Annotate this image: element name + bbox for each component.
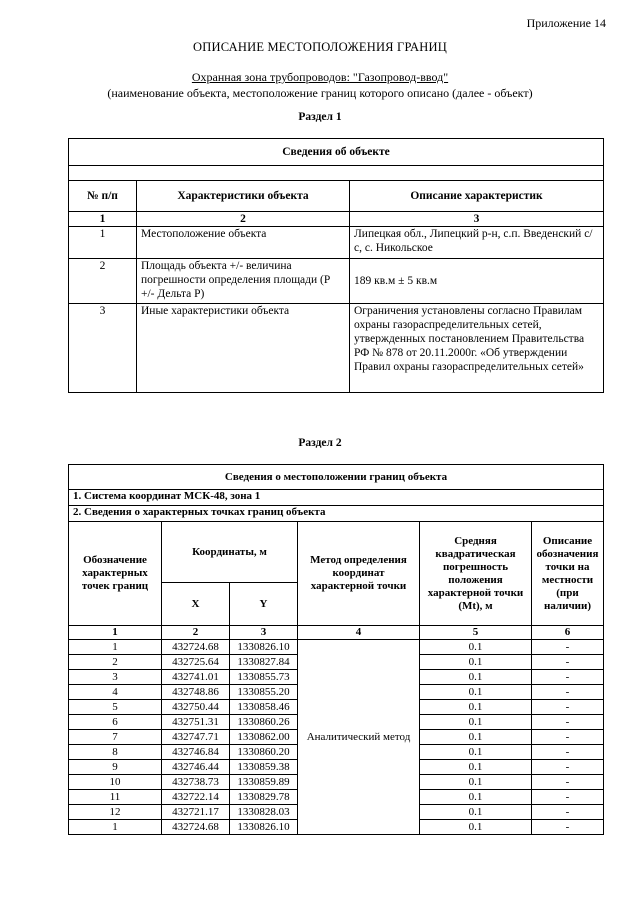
point-y: 1330855.73	[230, 670, 298, 685]
col-number: 4	[298, 626, 420, 640]
point-error: 0.1	[420, 760, 532, 775]
section-2-label: Раздел 2	[298, 437, 342, 449]
point-description: -	[532, 790, 604, 805]
point-x: 432746.84	[162, 745, 230, 760]
point-error: 0.1	[420, 670, 532, 685]
point-y: 1330855.20	[230, 685, 298, 700]
point-description: -	[532, 730, 604, 745]
point-error: 0.1	[420, 655, 532, 670]
point-description: -	[532, 655, 604, 670]
col-number: 2	[137, 212, 350, 227]
point-y: 1330829.78	[230, 790, 298, 805]
point-id: 12	[69, 805, 162, 820]
row-num: 1	[69, 227, 137, 259]
point-y: 1330828.03	[230, 805, 298, 820]
point-error: 0.1	[420, 775, 532, 790]
point-id: 11	[69, 790, 162, 805]
row-characteristic: Площадь объекта +/- величина погрешности определения площади (Р +/- Дельта Р)	[137, 259, 350, 304]
point-error: 0.1	[420, 640, 532, 655]
point-id: 3	[69, 670, 162, 685]
point-description: -	[532, 715, 604, 730]
row-characteristic: Местоположение объекта	[137, 227, 350, 259]
table-row	[69, 259, 604, 304]
method-cell: Аналитический метод	[298, 640, 420, 835]
point-y: 1330858.46	[230, 700, 298, 715]
point-description: -	[532, 640, 604, 655]
point-y: 1330826.10	[230, 820, 298, 835]
col-number: 1	[69, 626, 162, 640]
point-error: 0.1	[420, 685, 532, 700]
row-characteristic: Иные характеристики объекта	[137, 304, 350, 393]
header-error: Средняя квадратическая погрешность положения характерной точки (Mt), м	[420, 522, 532, 626]
coordinate-system-line: 1. Система координат МСК-48, зона 1	[69, 490, 604, 506]
point-description: -	[532, 700, 604, 715]
row-num: 2	[69, 259, 137, 304]
col-number: 2	[162, 626, 230, 640]
object-info-table	[68, 138, 604, 393]
point-id: 6	[69, 715, 162, 730]
point-description: -	[532, 805, 604, 820]
point-x: 432746.44	[162, 760, 230, 775]
point-y: 1330826.10	[230, 640, 298, 655]
table-row	[69, 640, 604, 655]
header-point-description: Описание обозначения точки на местности (при наличии)	[532, 522, 604, 626]
header-y: Y	[230, 583, 298, 626]
table-row	[69, 304, 604, 393]
section-1-label: Раздел 1	[298, 111, 342, 123]
header-method: Метод определения координат характерной точки	[298, 522, 420, 626]
point-x: 432738.73	[162, 775, 230, 790]
point-error: 0.1	[420, 790, 532, 805]
point-x: 432721.17	[162, 805, 230, 820]
point-y: 1330860.26	[230, 715, 298, 730]
point-y: 1330860.20	[230, 745, 298, 760]
header-description: Описание характеристик	[350, 181, 604, 212]
col-number: 3	[230, 626, 298, 640]
object-info-title: Сведения об объекте	[69, 139, 604, 166]
header-point: Обозначение характерных точек границ	[69, 522, 162, 626]
point-y: 1330827.84	[230, 655, 298, 670]
point-error: 0.1	[420, 715, 532, 730]
col-number: 1	[69, 212, 137, 227]
boundary-points-table	[68, 464, 604, 835]
point-id: 8	[69, 745, 162, 760]
object-name-text: Охранная зона трубопроводов: "Газопровод-ввод"	[191, 70, 449, 84]
point-description: -	[532, 760, 604, 775]
point-id: 1	[69, 640, 162, 655]
boundary-table-title: Сведения о местоположении границ объекта	[69, 465, 604, 490]
point-x: 432750.44	[162, 700, 230, 715]
row-description: 189 кв.м ± 5 кв.м	[350, 259, 604, 304]
object-name-hint: (наименование объекта, местоположение границ которого описано (далее - объект)	[107, 86, 533, 100]
header-characteristic: Характеристики объекта	[137, 181, 350, 212]
appendix-label: Приложение 14	[526, 16, 606, 30]
row-num: 3	[69, 304, 137, 393]
point-id: 9	[69, 760, 162, 775]
spacer-row	[69, 166, 604, 181]
point-description: -	[532, 670, 604, 685]
col-number: 5	[420, 626, 532, 640]
point-y: 1330859.38	[230, 760, 298, 775]
point-id: 4	[69, 685, 162, 700]
col-number: 6	[532, 626, 604, 640]
col-number: 3	[350, 212, 604, 227]
point-x: 432724.68	[162, 640, 230, 655]
row-description: Ограничения установлены согласно Правилам охраны газораспределительных сетей, утвержденных постановлением Правительства РФ № 878 от 20.11.2000г. «Об утверждении Правил охраны газораспределительных сетей»	[350, 304, 604, 393]
point-x: 432725.64	[162, 655, 230, 670]
point-y: 1330862.00	[230, 730, 298, 745]
document-title: ОПИСАНИЕ МЕСТОПОЛОЖЕНИЯ ГРАНИЦ	[193, 40, 447, 54]
point-x: 432748.86	[162, 685, 230, 700]
point-error: 0.1	[420, 745, 532, 760]
point-id: 10	[69, 775, 162, 790]
row-description: Липецкая обл., Липецкий р-н, с.п. Введенский с/с, с. Никольское	[350, 227, 604, 259]
point-id: 7	[69, 730, 162, 745]
point-description: -	[532, 685, 604, 700]
point-id: 2	[69, 655, 162, 670]
point-error: 0.1	[420, 820, 532, 835]
header-x: X	[162, 583, 230, 626]
point-x: 432747.71	[162, 730, 230, 745]
points-info-line: 2. Сведения о характерных точках границ объекта	[69, 506, 604, 522]
point-error: 0.1	[420, 805, 532, 820]
point-x: 432722.14	[162, 790, 230, 805]
point-x: 432724.68	[162, 820, 230, 835]
point-y: 1330859.89	[230, 775, 298, 790]
point-description: -	[532, 775, 604, 790]
point-id: 5	[69, 700, 162, 715]
point-x: 432751.31	[162, 715, 230, 730]
object-name	[0, 70, 640, 85]
header-num: № п/п	[69, 181, 137, 212]
table-row	[69, 227, 604, 259]
point-description: -	[532, 745, 604, 760]
point-description: -	[532, 820, 604, 835]
point-x: 432741.01	[162, 670, 230, 685]
point-error: 0.1	[420, 730, 532, 745]
header-coordinates: Координаты, м	[162, 522, 298, 583]
point-error: 0.1	[420, 700, 532, 715]
point-id: 1	[69, 820, 162, 835]
